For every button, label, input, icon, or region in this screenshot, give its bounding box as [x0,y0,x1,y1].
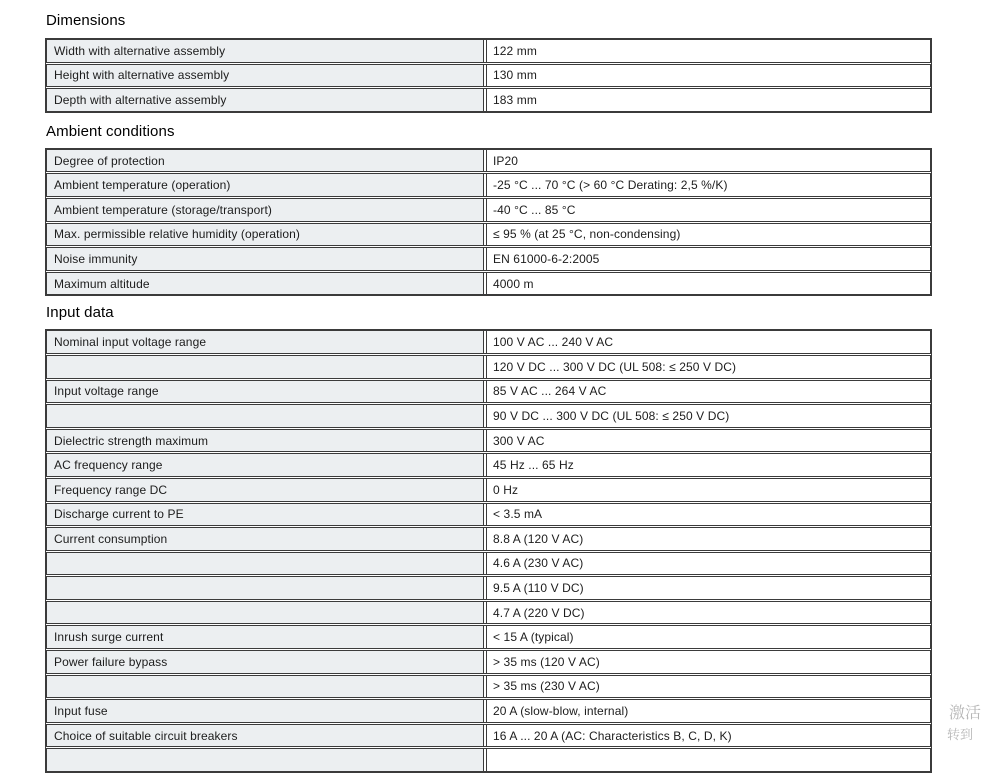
table-row [46,330,931,354]
row-value: 300 V AC [486,430,930,452]
row-label: Choice of suitable circuit breakers [47,725,484,747]
row-value: < 15 A (typical) [486,626,930,648]
row-label: Input voltage range [47,381,484,403]
row-value: 9.5 A (110 V DC) [486,577,930,599]
row-label: Nominal input voltage range [47,331,484,353]
table-row [46,39,931,63]
table-row [46,404,931,428]
table-row [46,478,931,502]
row-label: Dielectric strength maximum [47,430,484,452]
row-label: Input fuse [47,700,484,722]
row-label [47,405,484,427]
table-row [46,748,931,772]
table-row [46,503,931,527]
table-row [46,380,931,404]
row-value: 16 A ... 20 A (AC: Characteristics B, C, D, K) [486,725,930,747]
row-label: AC frequency range [47,454,484,476]
table-row [46,272,931,296]
row-value: 183 mm [486,89,930,111]
table-row [46,88,931,112]
row-label: Frequency range DC [47,479,484,501]
table-row [46,173,931,197]
row-value: -25 °C ... 70 °C (> 60 °C Derating: 2,5 %/K) [486,174,930,196]
activate-windows-watermark-line1: 激活 [949,705,982,722]
row-value: 4000 m [486,273,930,295]
row-label: Current consumption [47,528,484,550]
row-value: ≤ 95 % (at 25 °C, non-condensing) [486,224,930,246]
table-row [46,527,931,551]
row-value: 130 mm [486,65,930,87]
row-value: 0 Hz [486,479,930,501]
row-value [486,749,930,771]
row-label: Maximum altitude [47,273,484,295]
row-value: IP20 [486,150,930,172]
spec-section [45,304,932,773]
table-row [46,601,931,625]
row-value: 120 V DC ... 300 V DC (UL 508: ≤ 250 V DC) [486,356,930,378]
row-label: Inrush surge current [47,626,484,648]
table-row [46,149,931,173]
row-value: 122 mm [486,40,930,62]
row-value: EN 61000-6-2:2005 [486,248,930,270]
row-label: Discharge current to PE [47,504,484,526]
row-label [47,553,484,575]
row-value: 100 V AC ... 240 V AC [486,331,930,353]
table-row [46,699,931,723]
row-value: > 35 ms (230 V AC) [486,676,930,698]
row-value: 20 A (slow-blow, internal) [486,700,930,722]
table-row [46,576,931,600]
row-label: Ambient temperature (storage/transport) [47,199,484,221]
table-row [46,625,931,649]
row-value: -40 °C ... 85 °C [486,199,930,221]
table-row [46,223,931,247]
row-value: 4.7 A (220 V DC) [486,602,930,624]
spec-table [45,38,932,113]
table-row [46,198,931,222]
row-value: > 35 ms (120 V AC) [486,651,930,673]
row-label [47,676,484,698]
row-value: 4.6 A (230 V AC) [486,553,930,575]
row-label [47,577,484,599]
row-label: Height with alternative assembly [47,65,484,87]
table-row [46,247,931,271]
table-row [46,355,931,379]
activate-windows-watermark-line2: 转到 [947,727,974,742]
spec-section [45,123,932,297]
row-label: Depth with alternative assembly [47,89,484,111]
section-title: Ambient conditions [46,122,175,140]
table-row [46,650,931,674]
spec-section [45,12,932,113]
table-row [46,552,931,576]
section-title: Dimensions [46,12,126,29]
row-label: Width with alternative assembly [47,40,484,62]
spec-sections [45,12,932,773]
row-value: 90 V DC ... 300 V DC (UL 508: ≤ 250 V DC) [486,405,930,427]
row-label: Power failure bypass [47,651,484,673]
row-value: 8.8 A (120 V AC) [486,528,930,550]
table-row [46,429,931,453]
spec-table [45,329,932,773]
section-title: Input data [46,304,114,322]
row-label: Degree of protection [47,150,484,172]
table-row [46,64,931,88]
row-label [47,356,484,378]
row-value: 85 V AC ... 264 V AC [486,381,930,403]
spec-table [45,148,932,297]
row-label: Noise immunity [47,248,484,270]
row-label [47,749,484,771]
row-label: Ambient temperature (operation) [47,174,484,196]
row-label [47,602,484,624]
table-row [46,675,931,699]
table-row [46,724,931,748]
row-value: 45 Hz ... 65 Hz [486,454,930,476]
row-value: < 3.5 mA [486,504,930,526]
table-row [46,453,931,477]
row-label: Max. permissible relative humidity (operation) [47,224,484,246]
